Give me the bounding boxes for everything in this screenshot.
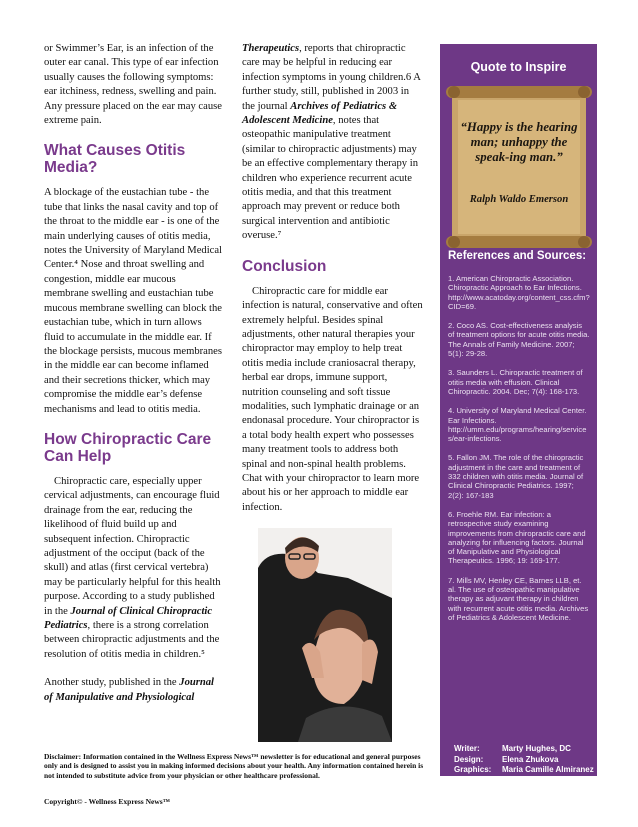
reference-item: 1. American Chiropractic Association. Chiropractic Approach to Ear Infections. http://www.acatoday.org/content_css.cfm?CID=69. — [448, 274, 590, 311]
journal-name: Journal of Manipulative and Physiological — [44, 677, 215, 703]
reference-item: 3. Saunders L. Chiropractic treatment of otitis media with effusion. Clinical Chiropractic. 2004. Dec; 7(4): 168-173. — [448, 368, 583, 396]
reference-item: 2. Coco AS. Cost-effectiveness analysis of treatment options for acute otitis media. The Annals of Family Medicine. 2007; 5(1): 29-28. — [448, 321, 590, 359]
help-paragraph-1: Chiropractic care, especially upper cervical adjustments, can encourage fluid drainage from the ear, reducing the likelihood of fluid build up and subsequent infection. Chiropractic adjustment of the occiput (back of the skull) and atlas (first cervical vertebra) may be particularly helpful for this health purpose. According to a study published in the Journal of Clinical Chiropractic Pediatrics, there is a strong correlation between chiropractic adjustments and the resolution of otitis media in children.⁵ — [44, 475, 221, 660]
reference-item: 5. Fallon JM. The role of the chiropractic adjustment in the care and treatment of 332 children with otitis media. Journal of Clinical Chiropractic Pediatrics. 1997; 2(2): 167-183 — [448, 453, 584, 500]
journal-name: Archives of Pediatrics & Adolescent Medicine — [242, 100, 398, 127]
quote-title: Quote to Inspire — [470, 60, 567, 74]
causes-paragraph: A blockage of the eustachian tube - the tube that links the nasal cavity and top of the throat to the middle ear - is one of the main underlying causes of otitis media, notes the University of Maryland Medical Center.⁴ Nose and throat swelling and congestion, middle ear mucous membrane swelling and eustachian tube mucous membrane swelling can block the eustachian tube, which in turn allows fluid to accumulate in the middle ear. If the blockage persists, mucous membranes in the middle ear can become inflamed and their secretions thicker, which may compromise the middle ear’s defense mechanisms and lead to otitis media. — [44, 187, 222, 415]
chiropractor-photo — [258, 528, 392, 742]
credit-row: Design: Elena Zhukova — [454, 754, 559, 764]
disclaimer: Disclaimer: Information contained in the Wellness Express News™ newsletter is for educational and general purposes only and is designed to assist you in making informed decisions about your health. Any information contained herein is not intended to substitute advice from your physician or other healthcare professional. — [44, 752, 424, 780]
credits-block — [454, 744, 596, 786]
journal-name: Journal of Clinical Chiropractic Pediatrics — [44, 605, 213, 631]
credit-row: Graphics: Maria Camille Almiranez — [454, 765, 594, 774]
column-left — [44, 42, 222, 719]
heading-how-chiro-helps: How Chiropractic Care Can Help — [44, 430, 212, 465]
references-list — [448, 274, 590, 632]
reference-item: 7. Mills MV, Henley CE, Barnes LLB, et. al. The use of osteopathic manipulative therapy as adjuvant therapy in children with recurrent acute otitis media. Archives of Pediatrics & Adolescent Medicine. — [448, 575, 589, 622]
quote-text: “Happy is the hearing man; unhappy the speak-ing man.” — [460, 120, 578, 164]
quote-author: Ralph Waldo Emerson — [469, 194, 569, 205]
credit-row: Writer: Marty Hughes, DC — [454, 744, 571, 753]
help-paragraph-2: Another study, published in the Journal of Manipulative and Physiological — [44, 677, 215, 703]
reference-item: 4. University of Maryland Medical Center. Ear Infections. http://umm.edu/programs/hearing/services/ear-infections. — [448, 406, 587, 444]
credit-row: Production: Mike Talarico — [454, 775, 553, 785]
heading-conclusion: Conclusion — [242, 257, 327, 275]
intro-paragraph: or Swimmer’s Ear, is an infection of the outer ear canal. This type of ear infection usually causes the following symptoms: ear itchiness, redness, swelling and pain. Any pressure placed on the ear may cause extreme pain. — [44, 43, 222, 127]
column-middle — [242, 42, 424, 529]
continued-paragraph: Therapeutics, reports that chiropractic care may be helpful in reducing ear infection symptoms in young children.6 A further study, still, published in 2003 in the journal Archives of Pediatrics & Adolescent Medicine, notes that osteopathic manipulative treatment (similar to chiropractic adjustments) may be an effective complementary therapy in children who experience recurrent acute otitis media, and that this treatment approach may prevent or reduce both surgical intervention and antibiotic overuse.⁷ — [242, 43, 421, 242]
conclusion-paragraph: Chiropractic care for middle ear infection is natural, conservative and often extremely helpful. Besides spinal adjustments, other natural therapies your chiropractor may employ to help treat otitis media include craniosacral therapy, herbal ear drops, immune support, nutrition counseling and soft tissue modalities, such lymphatic drainage or an endonasal procedure. Your chiropractor is a total body health expert who possesses many treatment tools to address both spinal and non-spinal health problems. Chat with your chiropractor to learn more about his or her approach to middle ear infection. — [242, 285, 423, 513]
parchment-scroll-graphic — [446, 82, 592, 252]
heading-causes: What Causes Otitis Media? — [44, 142, 186, 177]
reference-item: 6. Froehle RM. Ear infection: a retrospective study examining improvements from chiropractic care and analyzing for influencing factors. Journal of Manipulative and Physiological Therapeutics. 1996; 19: 169-177. — [448, 509, 586, 566]
journal-name: Therapeutics — [242, 43, 300, 54]
references-heading: References and Sources: — [448, 250, 587, 262]
copyright: Copyright© - Wellness Express News™ — [44, 797, 171, 806]
sidebar-panel — [440, 44, 597, 785]
